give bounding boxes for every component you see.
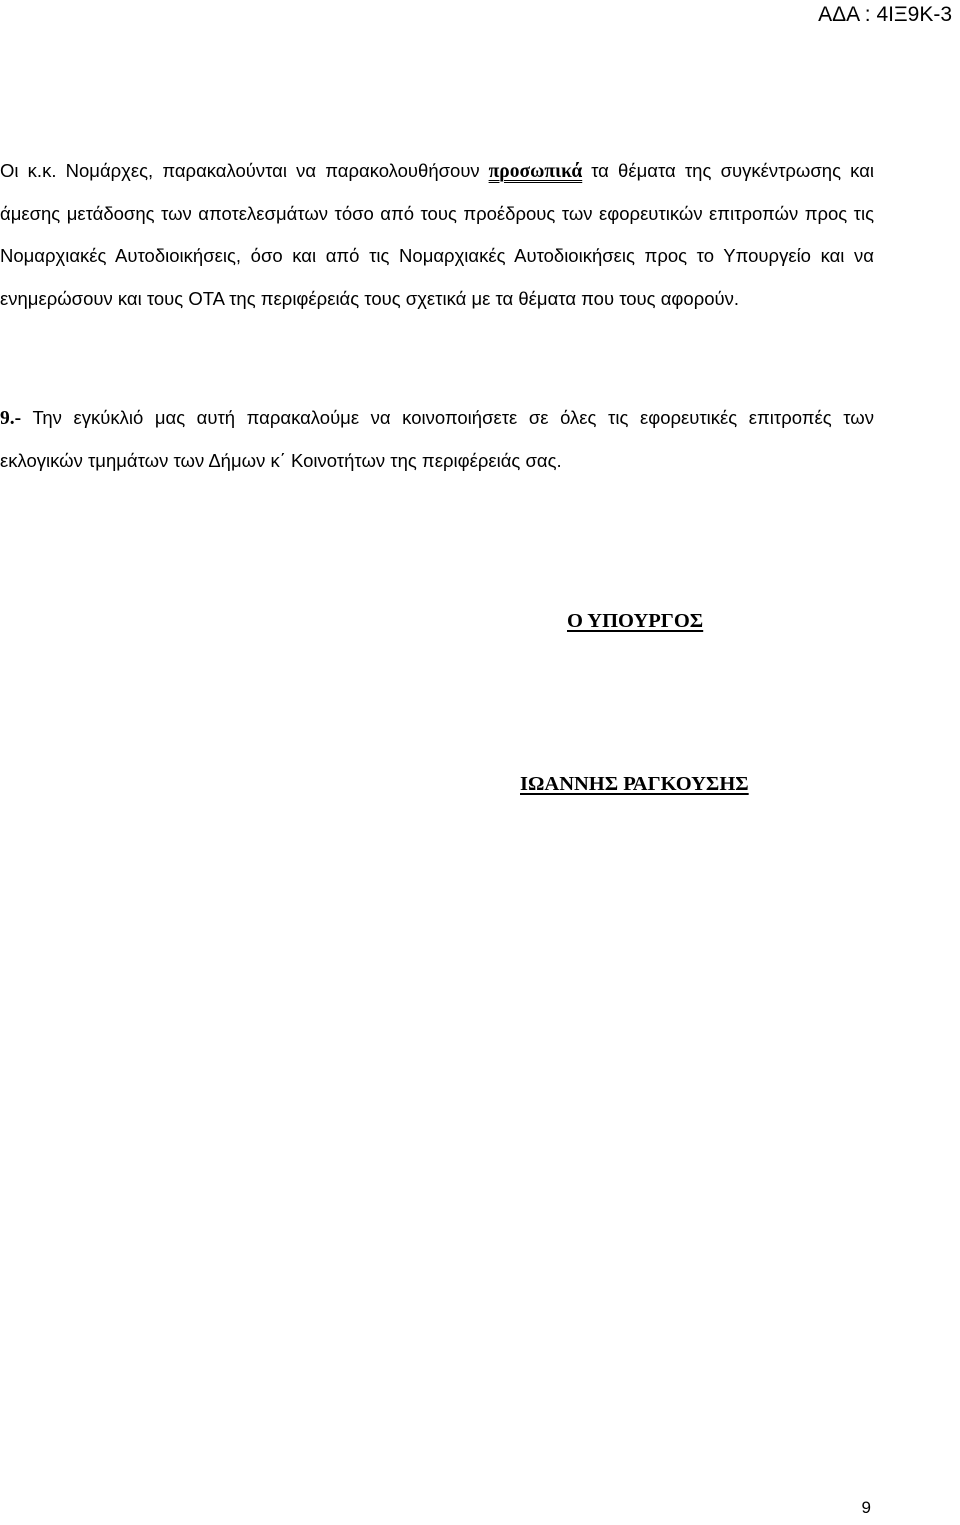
paragraph-rest: τα θέματα της συγκέντρωσης και άμεσης μετάδοσης των αποτελεσμάτων τόσο από τους προέδρους των εφορευτικών επιτροπών προς τις Νομαρχιακές Αυτοδιοικήσεις, όσο και από τις Νομαρχιακές Αυτοδιοικήσεις προς το Υπουργείο και να ενημερώσουν και τους ΟΤΑ της περιφέρειάς τους σχετικά με τα θέματα που τους αφορούν. — [0, 160, 875, 309]
item-text: Την εγκύκλιό μας αυτή παρακαλούμε να κοινοποιήσετε σε όλες τις εφορευτικές επιτροπές των εκλογικών τμημάτων των Δήμων κ΄ Κοινοτήτων της περιφέρειάς σας. — [0, 407, 874, 471]
emphasis-personally: προσωπικά — [488, 161, 583, 182]
paragraph-instructions — [0, 150, 874, 320]
paragraph-item-9 — [0, 397, 874, 482]
item-number: 9.- — [0, 408, 22, 429]
signature-name: ΙΩΑΝΝΗΣ ΡΑΓΚΟΥΣΗΣ — [520, 773, 749, 795]
paragraph-prefix: Οι κ.κ. Νομάρχες, παρακαλούνται να παρακολουθήσουν — [0, 160, 480, 181]
ada-code: ΑΔΑ : 4ΙΞ9Κ-3 — [818, 3, 952, 26]
page-number: 9 — [861, 1498, 871, 1517]
signature-title: Ο ΥΠΟΥΡΓΟΣ — [567, 610, 704, 632]
